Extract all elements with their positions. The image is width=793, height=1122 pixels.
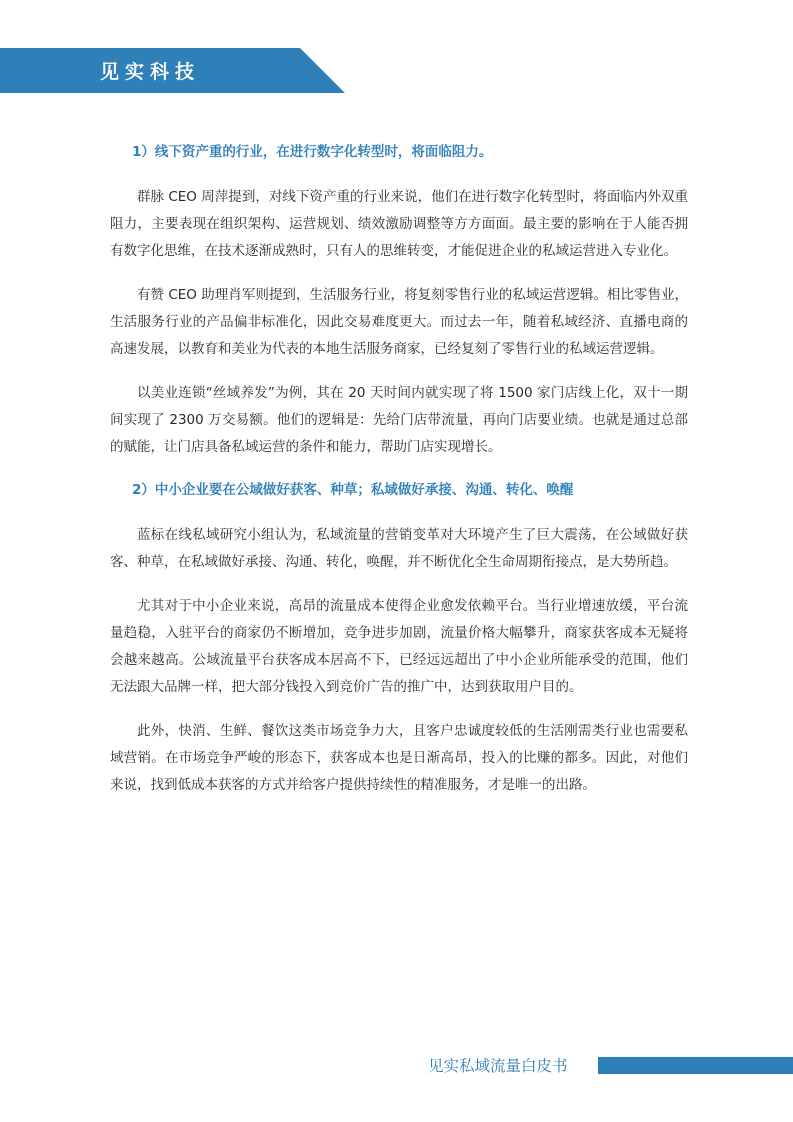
paragraph: 以美业连锁“丝域养发”为例，其在 20 天时间内就实现了将 1500 家门店线上化，双十一期间实现了 2300 万交易额。他们的逻辑是：先给门店带流量，再向门店要业绩。也就是通过总部的赋能，让门店具备私域运营的条件和能力，帮助门店实现增长。 xyxy=(110,385,688,455)
section-heading-2: 2）中小企业要在公域做好获客、种草；私域做好承接、沟通、转化、唤醒 xyxy=(132,482,574,498)
paragraph: 有赞 CEO 助理肖军则提到，生活服务行业，将复刻零售行业的私域运营逻辑。相比零售业，生活服务行业的产品偏非标准化，因此交易难度更大。而过去一年，随着私域经济、直播电商的高速发展，以教育和美业为代表的本地生活服务商家，已经复刻了零售行业的私域运营逻辑。 xyxy=(110,287,688,357)
paragraph: 蓝标在线私域研究小组认为，私域流量的营销变革对大环境产生了巨大震荡，在公域做好获客、种草，在私域做好承接、沟通、转化，唤醒，并不断优化全生命周期衔接点，是大势所趋。 xyxy=(110,527,688,570)
paragraph: 此外，快消、生鲜、餐饮这类市场竞争力大，且客户忠诚度较低的生活刚需类行业也需要私域营销。在市场竞争严峻的形态下，获客成本也是日渐高昂，投入的比赚的都多。因此，对他们来说，找到低成本获客的方式并给客户提供持续性的精准服务，才是唯一的出路。 xyxy=(110,723,688,793)
header-title: 见实科技 xyxy=(100,61,201,83)
paragraph: 尤其对于中小企业来说，高昂的流量成本使得企业愈发依赖平台。当行业增速放缓，平台流量趋稳，入驻平台的商家仍不断增加，竞争进步加剧，流量价格大幅攀升，商家获客成本无疑将会越来越高。公域流量平台获客成本居高不下，已经远远超出了中小企业所能承受的范围，他们无法跟大品牌一样，把大部分钱投入到竞价广告的推广中，达到获取用户目的。 xyxy=(110,598,688,695)
footer-title: 见实私域流量白皮书 xyxy=(428,1057,568,1075)
paragraph: 群脉 CEO 周萍提到，对线下资产重的行业来说，他们在进行数字化转型时，将面临内外双重阻力，主要表现在组织架构、运营规划、绩效激励调整等方方面面。最主要的影响在于人能否拥有数字化思维，在技术逐渐成熟时，只有人的思维转变，才能促进企业的私域运营进入专业化。 xyxy=(110,189,688,259)
footer-band xyxy=(598,1057,793,1074)
document-body xyxy=(110,140,688,816)
section-heading-1: 1）线下资产重的行业，在进行数字化转型时，将面临阻力。 xyxy=(132,144,493,160)
